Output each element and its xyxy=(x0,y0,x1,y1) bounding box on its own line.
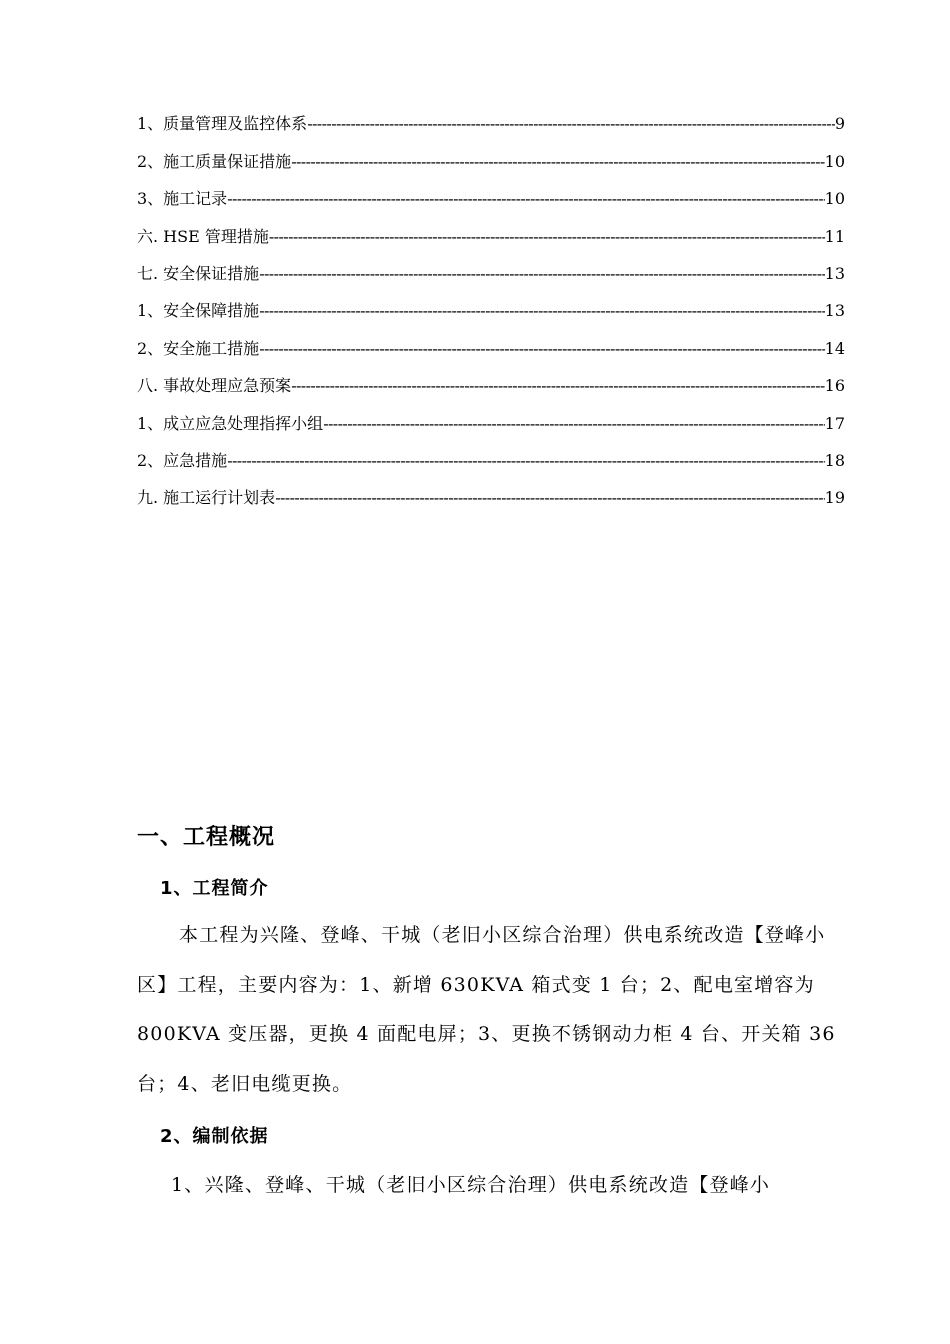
toc-leader-dashes xyxy=(307,113,835,135)
toc-entry-page: 13 xyxy=(824,263,845,283)
toc-leader-dashes xyxy=(291,151,824,173)
project-intro-paragraph: 本工程为兴隆、登峰、干城（老旧小区综合治理）供电系统改造【登峰小区】工程，主要内容为：1、新增 630KVA 箱式变 1 台；2、配电室增容为 800KVA 变压器，更换 4 面配电屏；3、更换不锈钢动力柜 4 台、开关箱 36 台；4、老旧电缆更换。 xyxy=(137,924,836,1095)
toc-entry-page: 18 xyxy=(824,450,845,470)
toc-entry-label: 2、应急措施 xyxy=(137,450,228,470)
toc-entry-page: 14 xyxy=(824,338,845,358)
subsection-heading-basis: 2、编制依据 xyxy=(160,1126,269,1147)
section-heading-project-overview: 一、工程概况 xyxy=(137,825,276,850)
toc-entry-page: 9 xyxy=(834,114,845,134)
toc-leader-dashes xyxy=(269,226,825,248)
toc-leader-dashes xyxy=(227,188,824,210)
toc-entry-page: 17 xyxy=(824,413,845,433)
toc-entry-page: 10 xyxy=(824,189,845,209)
toc-entry[interactable] xyxy=(137,285,845,322)
toc-leader-dashes xyxy=(275,487,824,509)
toc-entry-page: 10 xyxy=(824,151,845,171)
toc-entry-page: 19 xyxy=(824,488,845,508)
table-of-contents xyxy=(137,98,845,509)
toc-entry-label: 九. 施工运行计划表 xyxy=(137,488,276,508)
toc-entry-page: 16 xyxy=(824,376,845,396)
toc-entry-label: 七. 安全保证措施 xyxy=(137,263,260,283)
toc-entry-label: 3、施工记录 xyxy=(137,189,228,209)
toc-entry[interactable] xyxy=(137,210,845,247)
toc-entry-label: 1、安全保障措施 xyxy=(137,301,260,321)
basis-paragraph: 1、兴隆、登峰、干城（老旧小区综合治理）供电系统改造【登峰小 xyxy=(171,1174,771,1196)
toc-leader-dashes xyxy=(259,263,824,285)
toc-entry[interactable] xyxy=(137,472,845,509)
toc-entry-label: 2、安全施工措施 xyxy=(137,338,260,358)
toc-entry[interactable] xyxy=(137,98,845,135)
toc-entry-label: 2、施工质量保证措施 xyxy=(137,151,292,171)
toc-entry[interactable] xyxy=(137,173,845,210)
toc-entry[interactable] xyxy=(137,135,845,172)
toc-entry-label: 六. HSE 管理措施 xyxy=(137,226,269,246)
toc-entry[interactable] xyxy=(137,248,845,285)
toc-entry[interactable] xyxy=(137,360,845,397)
toc-entry-label: 八. 事故处理应急预案 xyxy=(137,376,292,396)
toc-entry-label: 1、质量管理及监控体系 xyxy=(137,114,308,134)
toc-leader-dashes xyxy=(227,450,824,472)
toc-leader-dashes xyxy=(259,300,824,322)
toc-leader-dashes xyxy=(291,375,824,397)
toc-entry-page: 11 xyxy=(824,226,845,246)
toc-leader-dashes xyxy=(323,413,824,435)
subsection-heading-project-intro: 1、工程简介 xyxy=(160,878,269,899)
toc-entry-page: 13 xyxy=(824,301,845,321)
toc-entry[interactable] xyxy=(137,435,845,472)
toc-entry[interactable] xyxy=(137,397,845,434)
toc-entry-label: 1、成立应急处理指挥小组 xyxy=(137,413,324,433)
toc-leader-dashes xyxy=(259,338,824,360)
toc-entry[interactable] xyxy=(137,322,845,359)
